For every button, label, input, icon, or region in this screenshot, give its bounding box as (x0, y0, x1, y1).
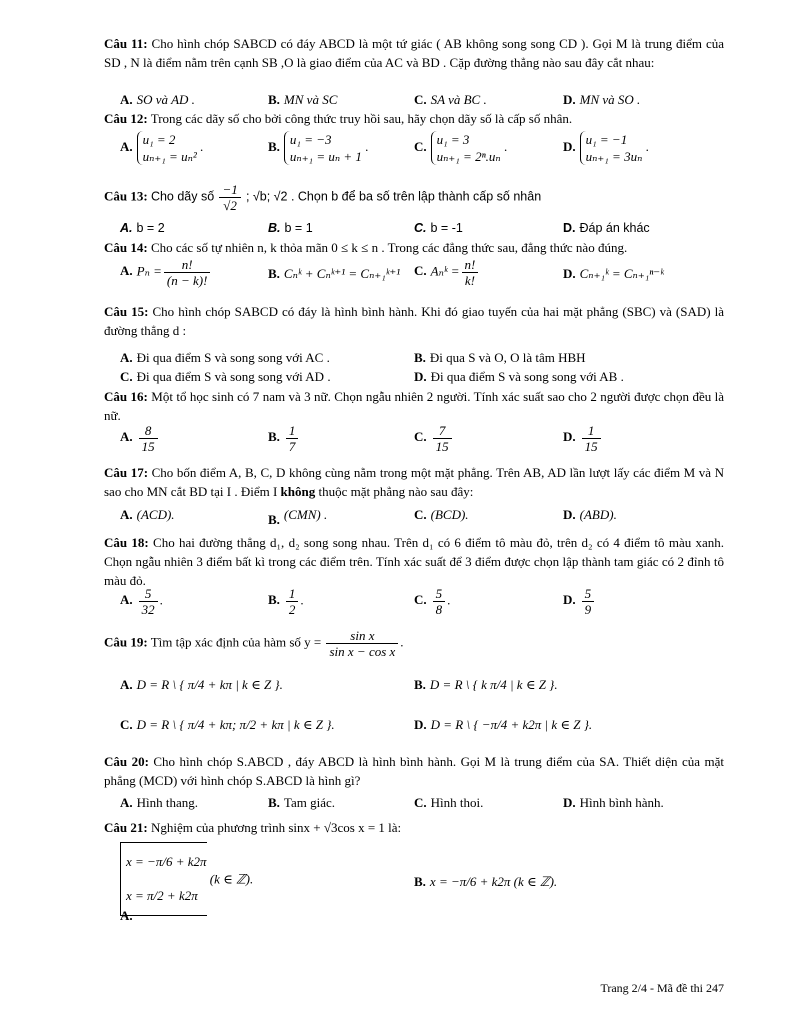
answer-c: C. SA và BC . (414, 92, 487, 107)
question-19: Câu 19: Tìm tập xác định của hàm số y = $\frac{\text{sin x}}{\text{sin x − cos x}}$ . (104, 628, 404, 659)
question-label: Câu 21: (104, 820, 148, 835)
question-label: Câu 20: (104, 754, 149, 769)
answer-d: D. D = R \ { −π/4 + k2π | k ∈ Z }. (414, 717, 593, 732)
answer-d: D. u₁ = −1 uₙ₊₁ = 3uₙ . (563, 132, 649, 164)
answer-a: A. b = 2 (120, 221, 165, 235)
answer-a: A. $\frac{5}{32}$ . (120, 586, 163, 617)
answer-a: A. u₁ = 2 uₙ₊₁ = uₙ² . (120, 132, 204, 164)
question-12 (104, 109, 724, 128)
question-17: Câu 17: Cho bốn điểm A, B, C, D không cùng nằm trong một mặt phẳng. Trên AB, AD lần lượt lấy các điểm M và N sao cho MN cắt BD tại I . Điểm I không thuộc mặt phẳng nào sau đây: (104, 465, 724, 499)
answer-b: B. x = −π/6 + k2π (k ∈ ℤ). (414, 874, 558, 889)
answer-b: B. D = R \ { k π/4 | k ∈ Z }. (414, 677, 558, 692)
question-21 (104, 818, 724, 837)
question-14 (104, 238, 724, 257)
answer-c: C. Đi qua điểm S và song song với AD . (120, 369, 331, 384)
question-label: Câu 18: (104, 535, 149, 550)
answer-a: x = −π/6 + k2π x = π/2 + k2π (k ∈ ℤ). (120, 842, 253, 916)
answer-b: B. u₁ = −3 uₙ₊₁ = uₙ + 1 . (268, 132, 369, 164)
answer-d: D. $\frac{1}{15}$ (563, 423, 603, 454)
answer-a: A. Đi qua điểm S và song song với AC . (120, 350, 330, 365)
answer-a: A. Hình thang. (120, 795, 199, 810)
answer-c: C. Aₙᵏ = $\frac{n!}{k!}$ (414, 257, 480, 288)
answer-a: A. $\frac{8}{15}$ (120, 423, 160, 454)
answer-b: B. $\frac{1}{7}$ (268, 423, 300, 454)
question-label: Câu 15: (104, 304, 149, 319)
question-18 (104, 533, 724, 590)
question-text: Một tổ học sinh có 7 nam và 3 nữ. Chọn ngẫu nhiên 2 người. Tính xác suất sao cho 2 người được chọn đều là nữ. (104, 389, 724, 423)
answer-b: B. Tam giác. (268, 795, 335, 810)
answer-a-label: A. (120, 908, 133, 923)
answer-c: C. (BCD). (414, 507, 469, 522)
answer-a: A. (ACD). (120, 507, 175, 522)
answer-c: C. Hình thoi. (414, 795, 484, 810)
question-text: Tìm tập xác định của hàm số y = (150, 634, 322, 650)
answer-d: D. Hình bình hành. (563, 795, 664, 810)
answer-c: C. $\frac{7}{15}$ (414, 423, 454, 454)
question-label: Câu 11: (104, 36, 148, 51)
page-footer: Trang 2/4 - Mã đề thi 247 (600, 981, 724, 995)
question-text: Cho hình chóp S.ABCD , đáy ABCD là hình bình hành. Gọi M là trung điểm của SA. Thiết diện của mặt phẳng (MCD) với hình chóp S.ABCD là hình gì? (104, 754, 725, 788)
question-text: Cho hai đường thẳng d₁, d₂ song song nhau. Trên d₁ có 6 điểm tô màu đỏ, trên d₂ có 4 điểm tô màu xanh. Chọn ngẫu nhiên 3 điểm bất kì trong các điểm trên. Tính xác suất để 3 điểm được chọn lập thành tam giác có 2 đỉnh tô màu đỏ. (104, 535, 725, 588)
answer-a: A. D = R \ { π/4 + kπ | k ∈ Z }. (120, 677, 283, 692)
answer-b: B. Đi qua S và O, O là tâm HBH (414, 350, 586, 365)
question-label: Câu 13: (104, 188, 148, 204)
question-text: Cho các số tự nhiên n, k thỏa mãn 0 ≤ k ≤ n . Trong các đẳng thức sau, đẳng thức nào đúng. (150, 240, 628, 255)
question-11 (104, 34, 724, 72)
answer-d: D. Đáp án khác (563, 221, 650, 235)
question-text: Cho hình chóp SABCD có đáy là hình bình hành. Khi đó giao tuyến của hai mặt phẳng (SBC) và (SAD) là đường thẳng d : (104, 304, 725, 338)
question-text: Nghiệm của phương trình sinx + √3cos x = 1 là: (150, 820, 402, 835)
question-label: Câu 17: (104, 465, 149, 480)
answer-c: C. b = -1 (414, 221, 463, 235)
question-label: Câu 19: (104, 634, 148, 650)
question-text: Cho hình chóp SABCD có đáy ABCD là một tứ giác ( AB không song song CD ). Gọi M là trung điểm của SD , N là điểm nằm trên cạnh SB ,O là giao điểm của AC và BD . Cặp đường thẳng nào sau đây cắt nhau: (104, 36, 724, 70)
answer-d: D. (ABD). (563, 507, 617, 522)
answer-b: B. Cₙᵏ + Cₙᵏ⁺¹ = Cₙ₊₁ᵏ⁺¹ (268, 266, 401, 281)
answer-d: D. Đi qua điểm S và song song với AB . (414, 369, 624, 384)
answer-a: A. SO và AD . (120, 92, 195, 107)
question-label: Câu 12: (104, 111, 148, 126)
answer-c: C. $\frac{5}{8}$ . (414, 586, 451, 617)
answer-d: D. MN và SO . (563, 92, 641, 107)
answer-d: D. Cₙ₊₁ᵏ = Cₙ₊₁ⁿ⁻ᵏ (563, 266, 664, 281)
answer-a: A. Pₙ = $\frac{n!}{(n - k)!}$ (120, 257, 212, 288)
answer-b: B. MN và SC (268, 92, 338, 107)
question-label: Câu 14: (104, 240, 148, 255)
answer-c: C. u₁ = 3 uₙ₊₁ = 2ⁿ.uₙ . (414, 132, 508, 164)
answer-b: B. (CMN) . (268, 507, 328, 527)
answer-d: D. $\frac{5}{9}$ (563, 586, 596, 617)
question-16 (104, 387, 724, 425)
question-15 (104, 302, 724, 340)
question-text: Trong các dãy số cho bởi công thức truy hồi sau, hãy chọn dãy số là cấp số nhân. (150, 111, 573, 126)
question-13: Câu 13: Cho dãy số $\frac{-1}{√2}$ ; √b; √2 . Chọn b để ba số trên lập thành cấp số nhân (104, 182, 542, 213)
question-label: Câu 16: (104, 389, 148, 404)
answer-c: C. D = R \ { π/4 + kπ; π/2 + kπ | k ∈ Z }. (120, 717, 335, 732)
answer-b: B. $\frac{1}{2}$ . (268, 586, 304, 617)
question-20 (104, 752, 724, 790)
answer-b: B. b = 1 (268, 221, 313, 235)
